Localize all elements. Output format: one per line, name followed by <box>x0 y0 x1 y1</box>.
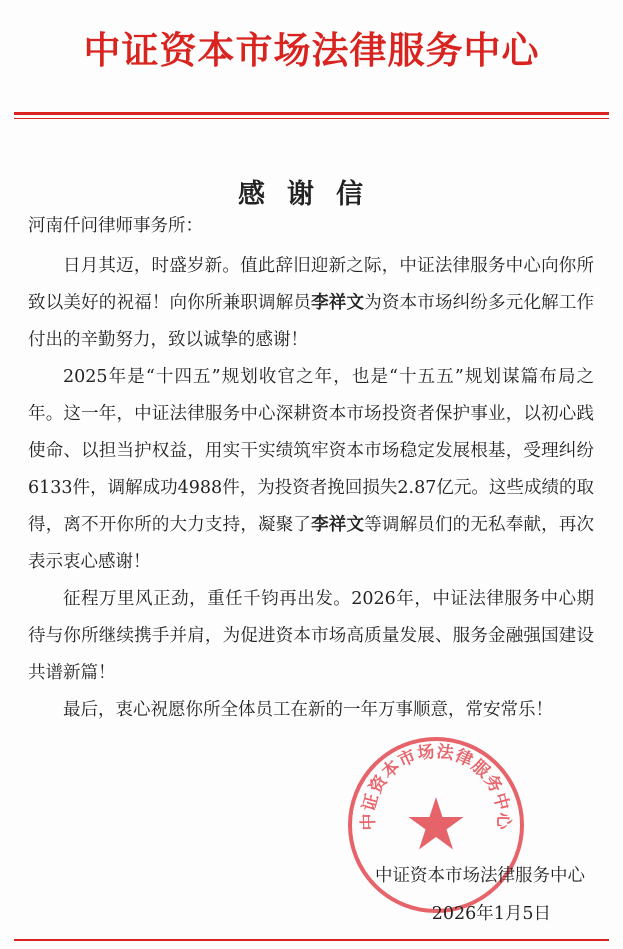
seal-text: 中证资本市场法律服务中心 <box>358 741 514 831</box>
paragraph-text: 2025年是“十四五”规划收官之年，也是“十五五”规划谋篇布局之年。这一年，中证法律服务中心深耕资本市场投资者保护事业，以初心践使命、以担当护权益，用实干实绩筑牢资本市场稳定发展根基，受理纠纷6133件，调解成功4988件，为投资者挽回损失2.87亿元。这些成绩的取得，离不开你所的大力支持，凝聚了 <box>28 367 594 535</box>
paragraph-text: 为资本市场纠纷多元化解工作付出的辛勤努力，致以诚挚的感谢！ <box>28 293 595 350</box>
letterhead-rule-thick <box>14 112 609 115</box>
signature-org: 中证资本市场法律服务中心 <box>375 866 585 886</box>
letter-title: 感谢信 <box>238 179 385 210</box>
paragraph-text: 等调解员们的无私奉献，再次表示衷心感谢！ <box>28 515 595 572</box>
salutation: 河南仟问律师事务所： <box>28 216 203 236</box>
body-paragraph <box>28 248 594 359</box>
mediator-name: 李祥文 <box>311 293 365 313</box>
paragraph-text: 征程万里风正劲，重任千钧再出发。2026年，中证法律服务中心期待与你所继续携手并肩，为促进资本市场高质量发展、服务金融强国建设共谱新篇！ <box>28 589 594 683</box>
paragraph-text: 日月其迈，时盛岁新。值此辞旧迎新之际，中证法律服务中心向你所致以美好的祝福！向你所兼职调解员 <box>28 256 594 313</box>
seal-star-icon <box>408 797 463 850</box>
letter-body <box>28 248 594 729</box>
official-seal <box>346 735 526 915</box>
signature-date: 2026年1月5日 <box>431 904 551 924</box>
letterhead-title: 中证资本市场法律服务中心 <box>83 29 540 72</box>
paragraph-text: 最后，衷心祝愿你所全体员工在新的一年万事顺意，常安常乐！ <box>63 700 553 720</box>
body-paragraph <box>28 359 594 581</box>
mediator-name: 李祥文 <box>311 515 365 535</box>
letterhead-rule-thin <box>14 118 609 119</box>
footer-rule <box>14 939 609 941</box>
body-paragraph <box>28 692 594 729</box>
body-paragraph <box>28 581 594 692</box>
